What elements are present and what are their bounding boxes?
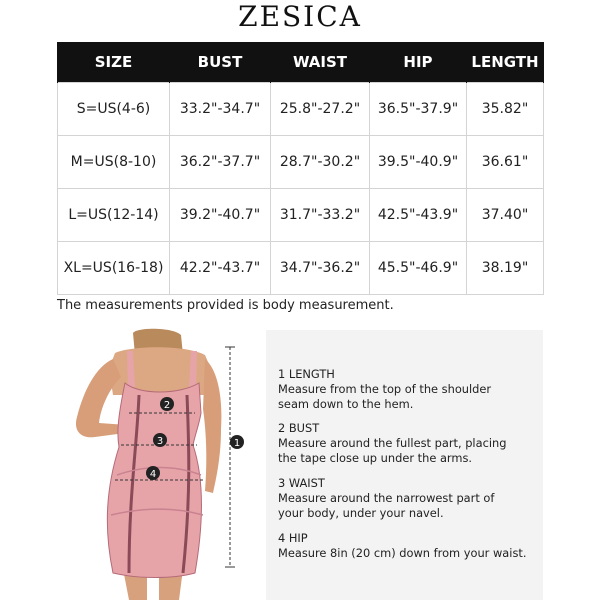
hip-cell: 39.5"-40.9"	[370, 136, 467, 189]
length-cell: 35.82"	[467, 83, 544, 136]
model-measurement-figure	[55, 325, 260, 600]
instruction-text: Measure from the top of the shoulder	[278, 382, 492, 396]
table-row	[58, 83, 544, 136]
instruction-heading: 2 BUST	[278, 421, 320, 435]
table-header-row	[58, 42, 544, 83]
instruction-waist	[278, 476, 494, 521]
header-hip: HIP	[370, 42, 467, 83]
waist-cell: 31.7"-33.2"	[271, 189, 370, 242]
waist-cell: 34.7"-36.2"	[271, 242, 370, 295]
instruction-bust	[278, 421, 506, 466]
length-cell: 36.61"	[467, 136, 544, 189]
marker-bust	[160, 397, 174, 411]
marker-waist	[153, 433, 167, 447]
instruction-heading: 4 HIP	[278, 531, 308, 545]
bust-cell: 42.2"-43.7"	[170, 242, 271, 295]
bust-cell: 33.2"-34.7"	[170, 83, 271, 136]
table-row	[58, 136, 544, 189]
header-waist: WAIST	[271, 42, 370, 83]
marker-length-label: 1	[233, 438, 241, 449]
instruction-heading: 1 LENGTH	[278, 367, 335, 381]
size-chart-table	[57, 42, 544, 295]
measurement-instructions-panel	[266, 330, 543, 600]
size-cell: L=US(12-14)	[58, 189, 170, 242]
length-cell: 37.40"	[467, 189, 544, 242]
bust-cell: 36.2"-37.7"	[170, 136, 271, 189]
waist-cell: 28.7"-30.2"	[271, 136, 370, 189]
length-cell: 38.19"	[467, 242, 544, 295]
hip-cell: 45.5"-46.9"	[370, 242, 467, 295]
instruction-hip	[278, 531, 526, 561]
size-cell: XL=US(16-18)	[58, 242, 170, 295]
marker-length	[230, 435, 244, 449]
instruction-heading: 3 WAIST	[278, 476, 325, 490]
bust-cell: 39.2"-40.7"	[170, 189, 271, 242]
size-cell: S=US(4-6)	[58, 83, 170, 136]
hip-cell: 36.5"-37.9"	[370, 83, 467, 136]
header-length: LENGTH	[467, 42, 544, 83]
model-right-arm	[203, 359, 221, 493]
instruction-text: seam down to the hem.	[278, 397, 414, 411]
brand-logo: ZESICA	[238, 0, 362, 33]
measurement-note: The measurements provided is body measurement.	[57, 298, 394, 313]
marker-waist-label: 3	[156, 436, 164, 447]
marker-bust-label: 2	[163, 400, 171, 411]
instruction-text: your body, under your navel.	[278, 506, 444, 520]
instruction-length	[278, 367, 491, 412]
instruction-text: the tape close up under the arms.	[278, 451, 473, 465]
marker-hip	[146, 466, 160, 480]
marker-hip-label: 4	[149, 469, 157, 480]
header-size: SIZE	[58, 42, 170, 83]
hip-cell: 42.5"-43.9"	[370, 189, 467, 242]
table-row	[58, 189, 544, 242]
instruction-text: Measure 8in (20 cm) down from your waist.	[278, 546, 527, 560]
instruction-text: Measure around the fullest part, placing	[278, 436, 507, 450]
waist-cell: 25.8"-27.2"	[271, 83, 370, 136]
size-cell: M=US(8-10)	[58, 136, 170, 189]
instruction-text: Measure around the narrowest part of	[278, 491, 495, 505]
table-row	[58, 242, 544, 295]
header-bust: BUST	[170, 42, 271, 83]
